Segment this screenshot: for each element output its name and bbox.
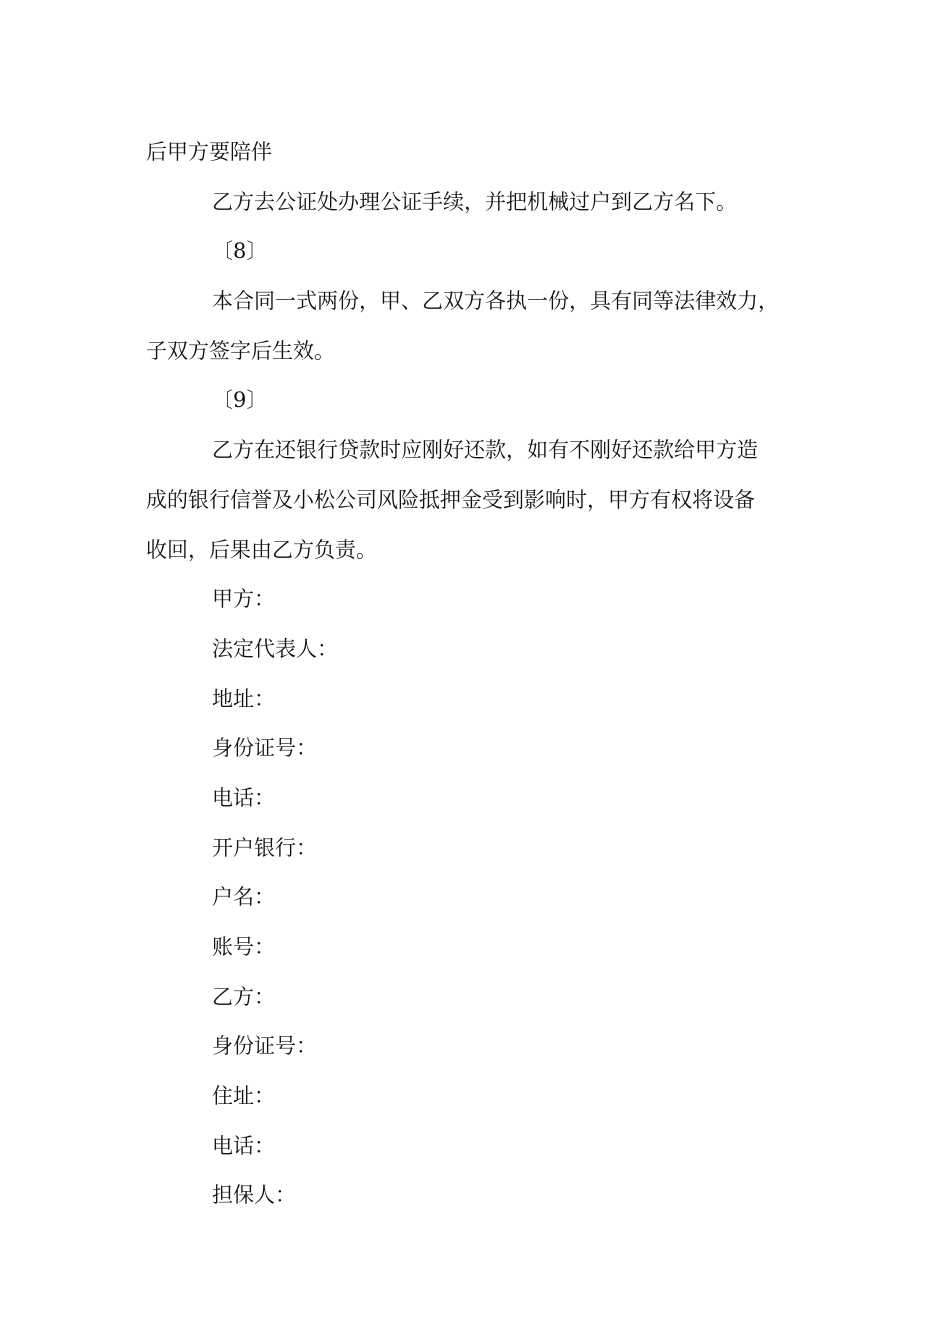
party-b-label: 乙方：: [212, 984, 275, 1009]
clause-number: 〔8〕: [212, 239, 268, 264]
party-a-label: 甲方：: [212, 587, 275, 612]
paragraph-line: 收回，后果由乙方负责。: [146, 537, 377, 562]
phone-label: 电话：: [212, 785, 275, 810]
residence-label: 住址：: [212, 1084, 275, 1109]
clause-number: 〔9〕: [212, 388, 268, 413]
bank-label: 开户银行：: [212, 835, 317, 860]
address-label: 地址：: [212, 686, 275, 711]
account-name-label: 户名：: [212, 885, 275, 910]
document-body: [146, 128, 826, 1221]
id-number-label: 身份证号：: [212, 1034, 317, 1059]
account-number-label: 账号：: [212, 935, 275, 959]
paragraph-line: 本合同一式两份，甲、乙双方各执一份，具有同等法律效力，: [212, 289, 779, 314]
paragraph-line: 乙方去公证处办理公证手续，并把机械过户到乙方名下。: [212, 189, 737, 214]
paragraph-line: 乙方在还银行贷款时应刚好还款，如有不刚好还款给甲方造: [212, 438, 758, 463]
id-number-label: 身份证号：: [212, 736, 317, 761]
paragraph-line: 成的银行信誉及小松公司风险抵押金受到影响时，甲方有权将设备: [146, 487, 755, 512]
phone-label: 电话：: [212, 1133, 275, 1158]
guarantor-label: 担保人：: [212, 1183, 296, 1208]
paragraph-line: 子双方签字后生效。: [146, 338, 335, 363]
legal-representative-label: 法定代表人：: [212, 636, 338, 661]
paragraph-line: 后甲方要陪伴: [146, 140, 272, 164]
